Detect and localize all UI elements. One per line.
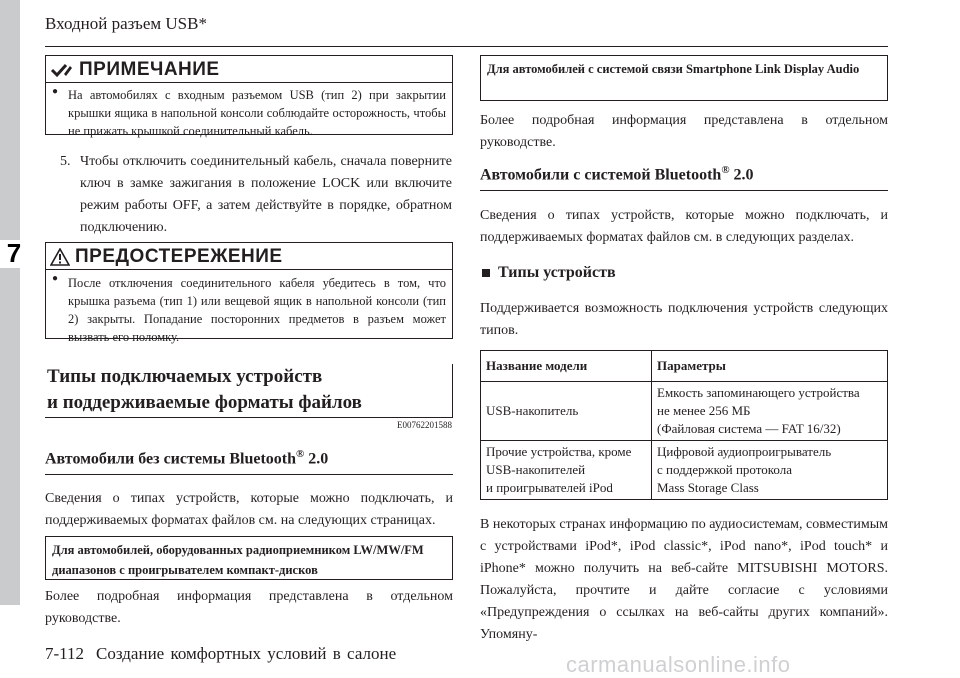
section-title-box xyxy=(45,364,453,418)
table-row xyxy=(481,441,888,500)
param-line: не менее 256 МБ xyxy=(657,403,751,418)
warning-triangle-icon xyxy=(50,248,70,266)
right-para-1: Более подробная информация представлена в отдельном руководстве. xyxy=(480,113,888,150)
device-table xyxy=(480,350,888,500)
caution-box xyxy=(45,242,453,344)
footer-section: Создание комфортных условий в салоне xyxy=(96,644,397,663)
pencil-check-icon xyxy=(50,62,74,78)
right-heading xyxy=(480,164,754,184)
chapter-number: 7 xyxy=(6,238,22,268)
section-title-line1: Типы подключаемых устройств xyxy=(47,366,323,387)
model-line: Прочие устройства, кроме xyxy=(486,444,632,459)
table-header-row xyxy=(481,351,888,382)
right-para-3: Поддерживается возможность подключения устройств следующих типов. xyxy=(480,301,888,338)
section-code: E00762201588 xyxy=(397,420,452,430)
param-line: Емкость запоминающего устройства xyxy=(657,385,860,400)
note-title-text: ПРИМЕЧАНИЕ xyxy=(79,59,220,80)
param-line: Mass Storage Class xyxy=(657,480,759,495)
step-number: 5. xyxy=(60,154,71,169)
table-header-params: Параметры xyxy=(652,351,888,382)
note-item: ● На автомобилях с входным разъемом USB (тип 2) при закрытии крышки ящика в напольной консоли соблюдайте осторожность, чтобы не прижать крышкой соединительный кабель. xyxy=(46,83,452,140)
model-line: USB-накопителей xyxy=(486,462,586,477)
left-heading xyxy=(45,448,328,468)
page-footer xyxy=(45,644,396,664)
section-title-line2: и поддерживаемые форматы файлов xyxy=(47,392,362,413)
note-box xyxy=(45,55,453,138)
param-line: Цифровой аудиопроигрыватель xyxy=(657,444,832,459)
note-title xyxy=(46,56,452,82)
right-heading-tail: 2.0 xyxy=(729,166,754,184)
step-5 xyxy=(60,151,452,239)
left-heading-tail: 2.0 xyxy=(304,450,329,468)
right-heading-rule xyxy=(480,190,888,191)
left-heading-sup: ® xyxy=(296,448,305,460)
table-row xyxy=(481,382,888,441)
param-line: (Файловая система — FAT 16/32) xyxy=(657,421,841,436)
right-infobox: Для автомобилей с системой связи Smartphone Link Display Audio xyxy=(480,55,888,101)
caution-title-text: ПРЕДОСТЕРЕЖЕНИЕ xyxy=(75,246,283,267)
table-header-model: Название модели xyxy=(481,351,652,382)
step-text: Чтобы отключить соединительный кабель, сначала поверните ключ в замке зажигания в положение LOCK или включите режим работы OFF, а затем действуйте в порядке, обратном подключению. xyxy=(80,154,452,235)
chapter-sidebar xyxy=(0,0,20,605)
left-para-1: Сведения о типах устройств, которые можно подключать, и поддерживаемых форматах файлов см. на следующих страницах. xyxy=(45,491,453,528)
caution-title xyxy=(46,243,452,269)
param-line: с поддержкой протокола xyxy=(657,462,792,477)
table-cell-params xyxy=(652,441,888,500)
header-rule xyxy=(45,46,888,47)
table-cell-model xyxy=(481,441,652,500)
right-heading-text: Автомобили с системой Bluetooth xyxy=(480,166,722,184)
model-line: и проигрывателей iPod xyxy=(486,480,613,495)
right-para-2: Сведения о типах устройств, которые можно подключать, и поддерживаемых форматах файлов см. в следующих разделах. xyxy=(480,208,888,245)
left-para-2: Более подробная информация представлена в отдельном руководстве. xyxy=(45,589,453,626)
caution-item: ● После отключения соединительного кабеля убедитесь в том, что крышка разъема (тип 1) или вещевой ящик в напольной консоли (тип 2) закрыты. Попадание посторонних предметов в разъем может вызвать его поломку. xyxy=(46,270,452,346)
left-heading-rule xyxy=(45,474,453,475)
right-subheading-text: Типы устройств xyxy=(498,264,616,281)
square-bullet-icon xyxy=(482,269,490,277)
left-infobox: Для автомобилей, оборудованных радиоприемником LW/MW/FM диапазонов с проигрывателем компакт-дисков xyxy=(45,536,453,580)
page-number: 7-112 xyxy=(45,644,85,663)
watermark: carmanualsonline.info xyxy=(566,652,791,677)
page-header-title: Входной разъем USB* xyxy=(45,14,207,33)
right-para-4: В некоторых странах информацию по аудиосистемам, совместимым с устройствами iPod*, iPod classic*, iPod nano*, iPod touch* и iPhone* можно получить на веб-сайте MITSUBISHI MOTORS. Пожалуйста, прочтите и дайте согласие с условиями «Предупреждения о ссылках на веб-сайты других компаний». Упомяну- xyxy=(480,517,888,642)
right-subheading xyxy=(482,264,616,282)
table-cell-params xyxy=(652,382,888,441)
table-cell-model: USB-накопитель xyxy=(481,382,652,441)
right-heading-sup: ® xyxy=(721,164,730,176)
left-heading-text: Автомобили без системы Bluetooth xyxy=(45,450,297,468)
